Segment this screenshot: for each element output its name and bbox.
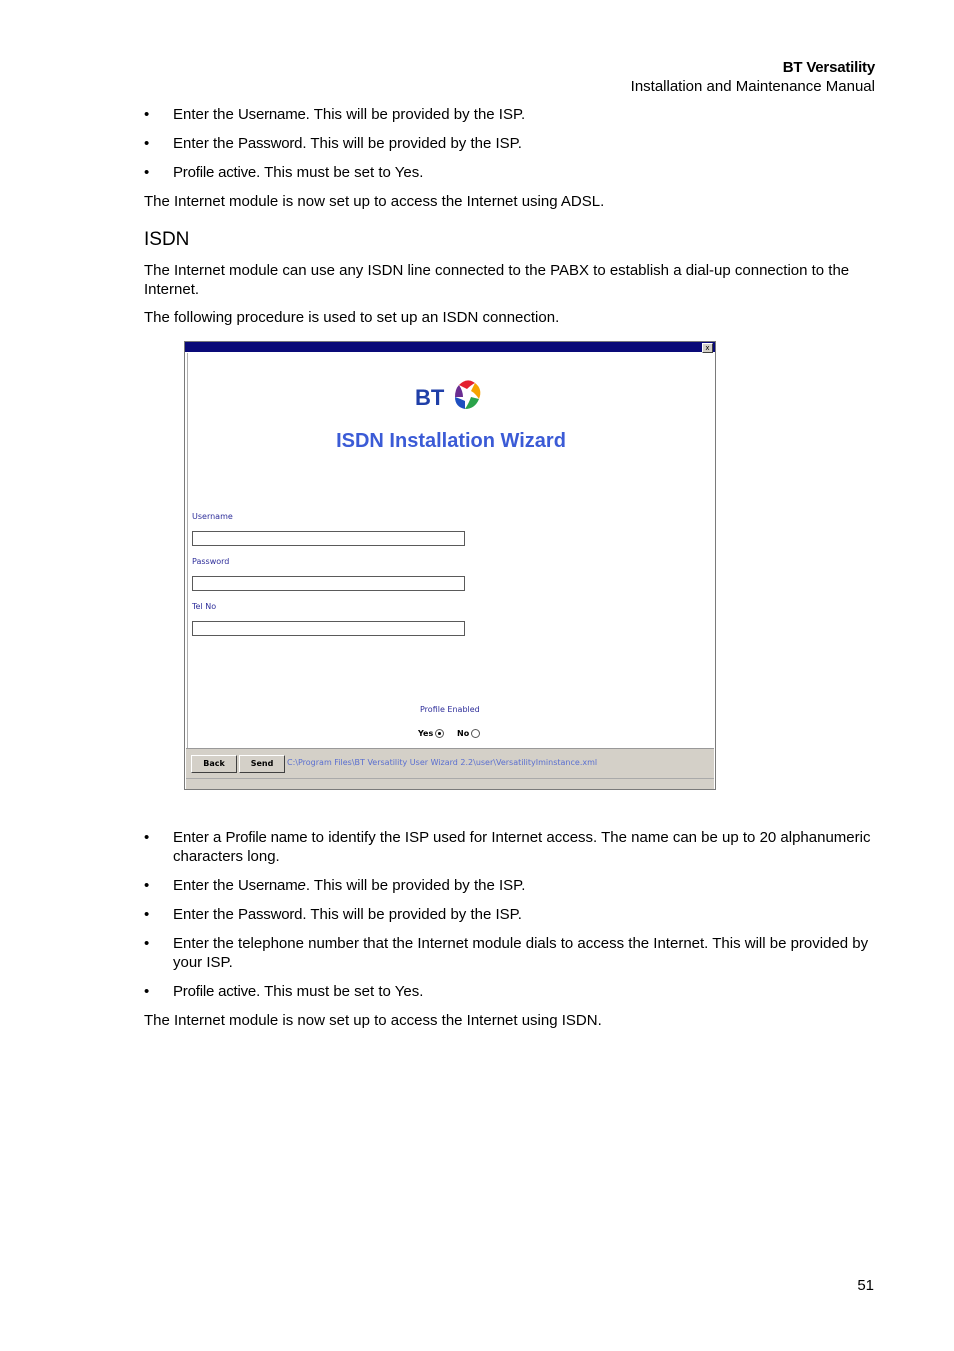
telno-label: Tel No xyxy=(192,602,217,611)
username-label: Username xyxy=(192,512,233,521)
procedure-text: The following procedure is used to set up an ISDN connection. xyxy=(144,309,560,326)
list-item: • Enter a Profile name to identify the ISP used for Internet access. The name can be up to 20 alphanumeric characters long. xyxy=(144,829,871,865)
password-input[interactable] xyxy=(192,576,465,591)
telno-input[interactable] xyxy=(192,621,465,636)
isdn-wizard-window xyxy=(184,341,716,790)
running-header xyxy=(631,58,875,96)
back-button[interactable]: Back xyxy=(191,755,237,773)
list-item: • Profile active. This must be set to Yes. xyxy=(144,983,424,1000)
no-radio[interactable] xyxy=(471,729,480,738)
no-label: No xyxy=(457,729,470,738)
header-subtitle: Installation and Maintenance Manual xyxy=(630,78,875,95)
list-item: • Enter the telephone number that the Internet module dials to access the Internet. This will be provided by your ISP. xyxy=(144,935,869,971)
bullet-icon: • xyxy=(144,829,150,846)
close-icon[interactable]: x xyxy=(702,343,713,353)
send-button[interactable]: Send xyxy=(239,755,285,773)
wizard-panel xyxy=(187,353,714,748)
username-input[interactable] xyxy=(192,531,465,546)
adsl-done-text: The Internet module is now set up to access the Internet using ADSL. xyxy=(144,193,605,210)
adsl-steps xyxy=(144,105,879,336)
list-item: • Enter the Username. This will be provided by the ISP. xyxy=(144,106,526,123)
list-item: • Enter the Password. This will be provided by the ISP. xyxy=(144,906,522,923)
bullet-icon: • xyxy=(144,106,150,123)
status-bar xyxy=(186,778,714,789)
header-title: BT Versatility xyxy=(782,59,875,76)
bullet-icon: • xyxy=(144,877,150,894)
bullet-icon: • xyxy=(144,983,150,1000)
isdn-done-text: The Internet module is now set up to access the Internet using ISDN. xyxy=(144,1012,602,1029)
list-item: • Profile active. This must be set to Yes. xyxy=(144,164,424,181)
isdn-intro: The Internet module can use any ISDN line connected to the PABX to establish a dial-up connection to the Internet. xyxy=(144,262,850,298)
bullet-icon: • xyxy=(144,935,150,952)
window-titlebar xyxy=(185,342,715,352)
page-number: 51 xyxy=(857,1277,874,1294)
section-heading: ISDN xyxy=(144,229,190,250)
yes-label: Yes xyxy=(418,729,434,738)
svg-text:BT: BT xyxy=(415,385,445,410)
bullet-icon: • xyxy=(144,906,150,923)
bt-logo xyxy=(415,375,491,420)
profile-enabled-label: Profile Enabled xyxy=(420,705,480,714)
bullet-icon: • xyxy=(144,164,150,181)
wizard-button-bar xyxy=(186,748,714,778)
profile-enabled-radio-group xyxy=(418,729,480,738)
config-file-path: C:\Program Files\BT Versatility User Wizard 2.2\user\VersatilityIminstance.xml xyxy=(287,758,598,767)
password-label: Password xyxy=(192,557,230,566)
list-item: • Enter the Username. This will be provided by the ISP. xyxy=(144,877,526,894)
list-item: • Enter the Password. This will be provided by the ISP. xyxy=(144,135,522,152)
isdn-steps xyxy=(144,828,879,1039)
wizard-title: ISDN Installation Wizard xyxy=(336,430,566,452)
bullet-icon: • xyxy=(144,135,150,152)
yes-radio[interactable] xyxy=(435,729,444,738)
